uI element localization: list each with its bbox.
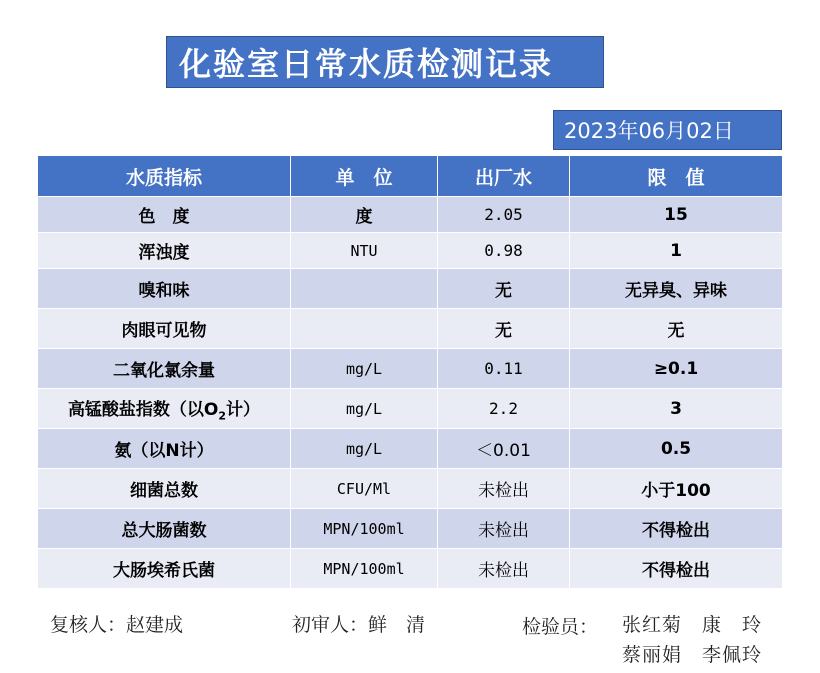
- indicator-unit: mg/L: [291, 349, 438, 389]
- table-row: [38, 469, 783, 509]
- indicator-unit: [291, 269, 438, 309]
- indicator-name: 细菌总数: [38, 469, 291, 509]
- record-date: 2023年06月02日: [553, 110, 782, 150]
- table-header-row: [38, 156, 783, 197]
- limit-value: 无异臭、异味: [570, 269, 783, 309]
- factory-water-value: 2.2: [438, 389, 570, 429]
- page-title: 化验室日常水质检测记录: [166, 36, 604, 88]
- limit-value: 无: [570, 309, 783, 349]
- indicator-unit: MPN/100ml: [291, 549, 438, 589]
- indicator-unit: [291, 309, 438, 349]
- factory-water-value: 0.11: [438, 349, 570, 389]
- factory-water-value: 无: [438, 269, 570, 309]
- header-indicator: 水质指标: [38, 156, 291, 197]
- table-row: [38, 429, 783, 469]
- limit-value: ≥0.1: [570, 349, 783, 389]
- indicator-unit: mg/L: [291, 429, 438, 469]
- table-row: [38, 269, 783, 309]
- inspector-names-line2: 蔡丽娟 李佩玲: [622, 644, 763, 666]
- indicator-name-prefix: 高锰酸盐指数（以O: [67, 399, 219, 420]
- water-quality-table: [37, 155, 783, 589]
- factory-water-value: 未检出: [438, 509, 570, 549]
- limit-value: 1: [570, 233, 783, 269]
- factory-water-value: 未检出: [438, 549, 570, 589]
- indicator-name: 氨（以N计）: [38, 429, 291, 469]
- indicator-name: 嗅和味: [38, 269, 291, 309]
- indicator-name-subscript: 2: [218, 409, 227, 423]
- inspector-label: 检验员：: [522, 616, 599, 638]
- inspector-names-line1: 张红菊 康 玲: [622, 614, 763, 636]
- table-row: [38, 233, 783, 269]
- auditor-signature: 初审人：鲜 清: [292, 614, 426, 636]
- limit-value: 不得检出: [570, 549, 783, 589]
- indicator-unit: MPN/100ml: [291, 509, 438, 549]
- indicator-name: 浑浊度: [38, 233, 291, 269]
- indicator-name-suffix: 计）: [226, 399, 261, 420]
- limit-value: 0.5: [570, 429, 783, 469]
- table-row: [38, 197, 783, 233]
- indicator-unit: mg/L: [291, 389, 438, 429]
- table-row: [38, 309, 783, 349]
- indicator-unit: NTU: [291, 233, 438, 269]
- table-row: [38, 349, 783, 389]
- table-row: [38, 549, 783, 589]
- table-row: [38, 509, 783, 549]
- limit-value: 15: [570, 197, 783, 233]
- limit-value: 不得检出: [570, 509, 783, 549]
- header-unit: 单 位: [291, 156, 438, 197]
- indicator-name: 二氧化氯余量: [38, 349, 291, 389]
- factory-water-value: ＜0.01: [438, 429, 570, 469]
- indicator-unit: CFU/Ml: [291, 469, 438, 509]
- indicator-name: 肉眼可见物: [38, 309, 291, 349]
- factory-water-value: 2.05: [438, 197, 570, 233]
- factory-water-value: 无: [438, 309, 570, 349]
- indicator-unit: 度: [291, 197, 438, 233]
- table-row: [38, 389, 783, 429]
- reviewer-signature: 复核人：赵建成: [50, 614, 184, 636]
- indicator-name: 总大肠菌数: [38, 509, 291, 549]
- header-limit: 限 值: [570, 156, 783, 197]
- indicator-name: [38, 389, 291, 429]
- factory-water-value: 0.98: [438, 233, 570, 269]
- indicator-name: 大肠埃希氏菌: [38, 549, 291, 589]
- header-factory-water: 出厂水: [438, 156, 570, 197]
- limit-value: 小于100: [570, 469, 783, 509]
- limit-value: 3: [570, 389, 783, 429]
- factory-water-value: 未检出: [438, 469, 570, 509]
- indicator-name: 色 度: [38, 197, 291, 233]
